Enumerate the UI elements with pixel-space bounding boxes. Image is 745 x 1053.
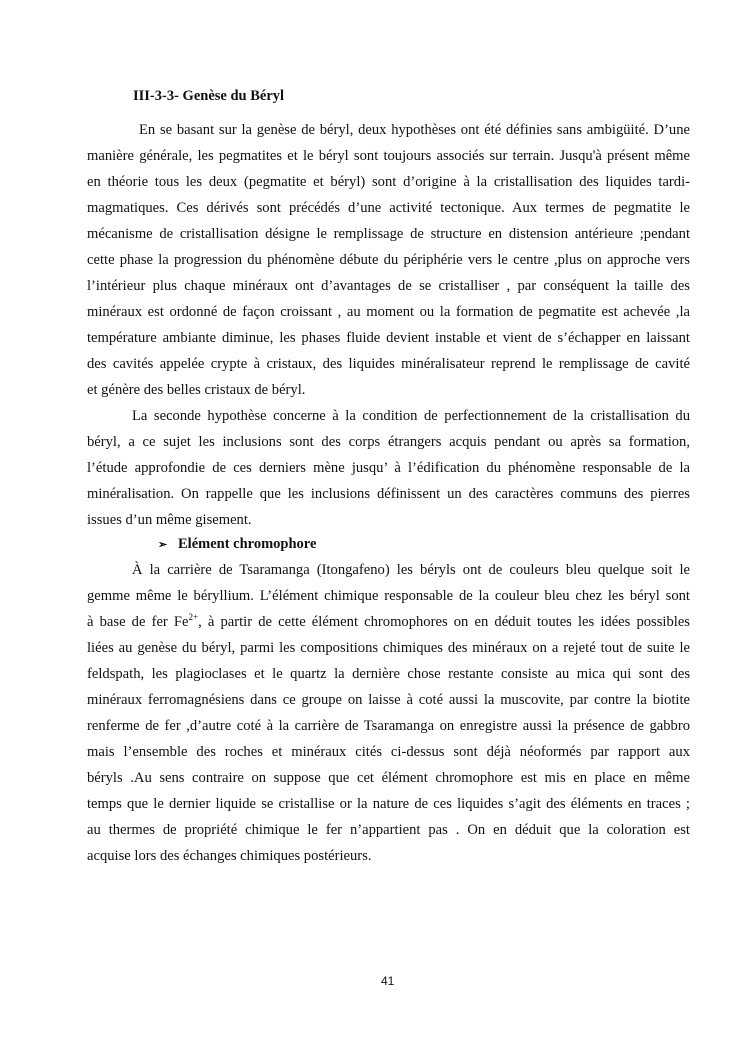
paragraph-seconde-hypothese [87, 403, 690, 533]
text-line: au thermes de propriété chimique le fer n’appartient pas . On en déduit que la coloration est [87, 822, 690, 838]
text-line: temps que le dernier liquide se cristallise or la nature de ces liquides s’agit des éléments en traces ; [87, 796, 690, 812]
text-line: En se basant sur la genèse de béryl, deux hypothèses ont été définies sans ambigüité. D’une [139, 122, 690, 138]
text-line: des cavités appelée crypte à cristaux, des liquides minéralisateur reprend le remplissage de cavité [87, 356, 690, 372]
text-line: mécanisme de cristallisation désigne le remplissage de structure en distension antérieure ;pendant [87, 226, 690, 242]
text-line: feldspath, les plagioclases et le quartz la dernière chose restante consiste au mica qui sont des [87, 666, 690, 682]
page-number: 41 [381, 974, 395, 988]
text-line [87, 609, 690, 635]
section-heading: III-3-3- Genèse du Béryl [133, 88, 285, 104]
text-line: cette phase la progression du phénomène débute du périphérie vers le centre ,plus on approche vers [87, 252, 690, 268]
bullet-heading [158, 531, 316, 558]
bullet-label: Elément chromophore [178, 536, 317, 552]
paragraph-chromophore [87, 557, 690, 869]
text-line: béryls .Au sens contraire on suppose que cet élément chromophore est mis en place en même [87, 770, 690, 786]
text-line: La seconde hypothèse concerne à la condition de perfectionnement de la cristallisation du [132, 408, 690, 424]
text-line: minéraux ferromagnésiens dans ce groupe on laisse à coté aussi la muscovite, par contre la biotite [87, 692, 690, 708]
text-line: béryl, a ce sujet les inclusions sont des corps étrangers acquis pendant ou après sa formation, [87, 434, 690, 450]
arrow-bullet-icon: ➢ [158, 539, 168, 551]
text-fragment: , à partir de cette élément chromophores on en déduit toutes les idées possibles [198, 614, 690, 630]
text-line: l’étude approfondie de ces derniers mène jusqu’ à l’édification du phénomène responsable de la [87, 460, 690, 476]
text-line: acquise lors des échanges chimiques postérieurs. [87, 848, 372, 864]
text-line: minéralisation. On rappelle que les inclusions définissent un des caractères communs des pierres [87, 486, 690, 502]
text-line: manière générale, les pegmatites et le béryl sont toujours associés sur terrain. Jusqu'à présent même [87, 148, 690, 164]
text-line: l’intérieur plus chaque minéraux ont d’avantages de se cristalliser , par conséquent la taille des [87, 278, 690, 294]
text-line: magmatiques. Ces dérivés sont précédés d’une activité tectonique. Aux termes de pegmatite le [87, 200, 690, 216]
text-line: en théorie tous les deux (pegmatite et béryl) sont d’origine à la cristallisation des liquides tardi- [87, 174, 690, 190]
text-line: température ambiante diminue, les phases fluide devient instable et vient de s’échapper en laissant [87, 330, 690, 346]
paragraph-genese [87, 117, 690, 403]
text-fragment: à base de fer Fe [87, 614, 189, 630]
text-line: renferme de fer ,d’autre coté à la carrière de Tsaramanga on enregistre aussi la présence de gabbro [87, 718, 690, 734]
text-line: À la carrière de Tsaramanga (Itongafeno) les béryls ont de couleurs bleu quelque soit le [132, 562, 690, 578]
text-line: mais l’ensemble des roches et minéraux cités ci-dessus sont déjà néoformés par rapport aux [87, 744, 690, 760]
text-line: issues d’un même gisement. [87, 512, 252, 528]
superscript-charge: 2+ [188, 612, 199, 623]
text-line: et génère des belles cristaux de béryl. [87, 382, 306, 398]
text-line: liées au genèse du béryl, parmi les compositions chimiques des minéraux on a rejeté tout de suite le [87, 640, 690, 656]
text-line: gemme même le béryllium. L’élément chimique responsable de la couleur bleu chez les béryl sont [87, 588, 690, 604]
text-line: minéraux est ordonné de façon croissant , au moment ou la formation de pegmatite est achevée ,la [87, 304, 690, 320]
